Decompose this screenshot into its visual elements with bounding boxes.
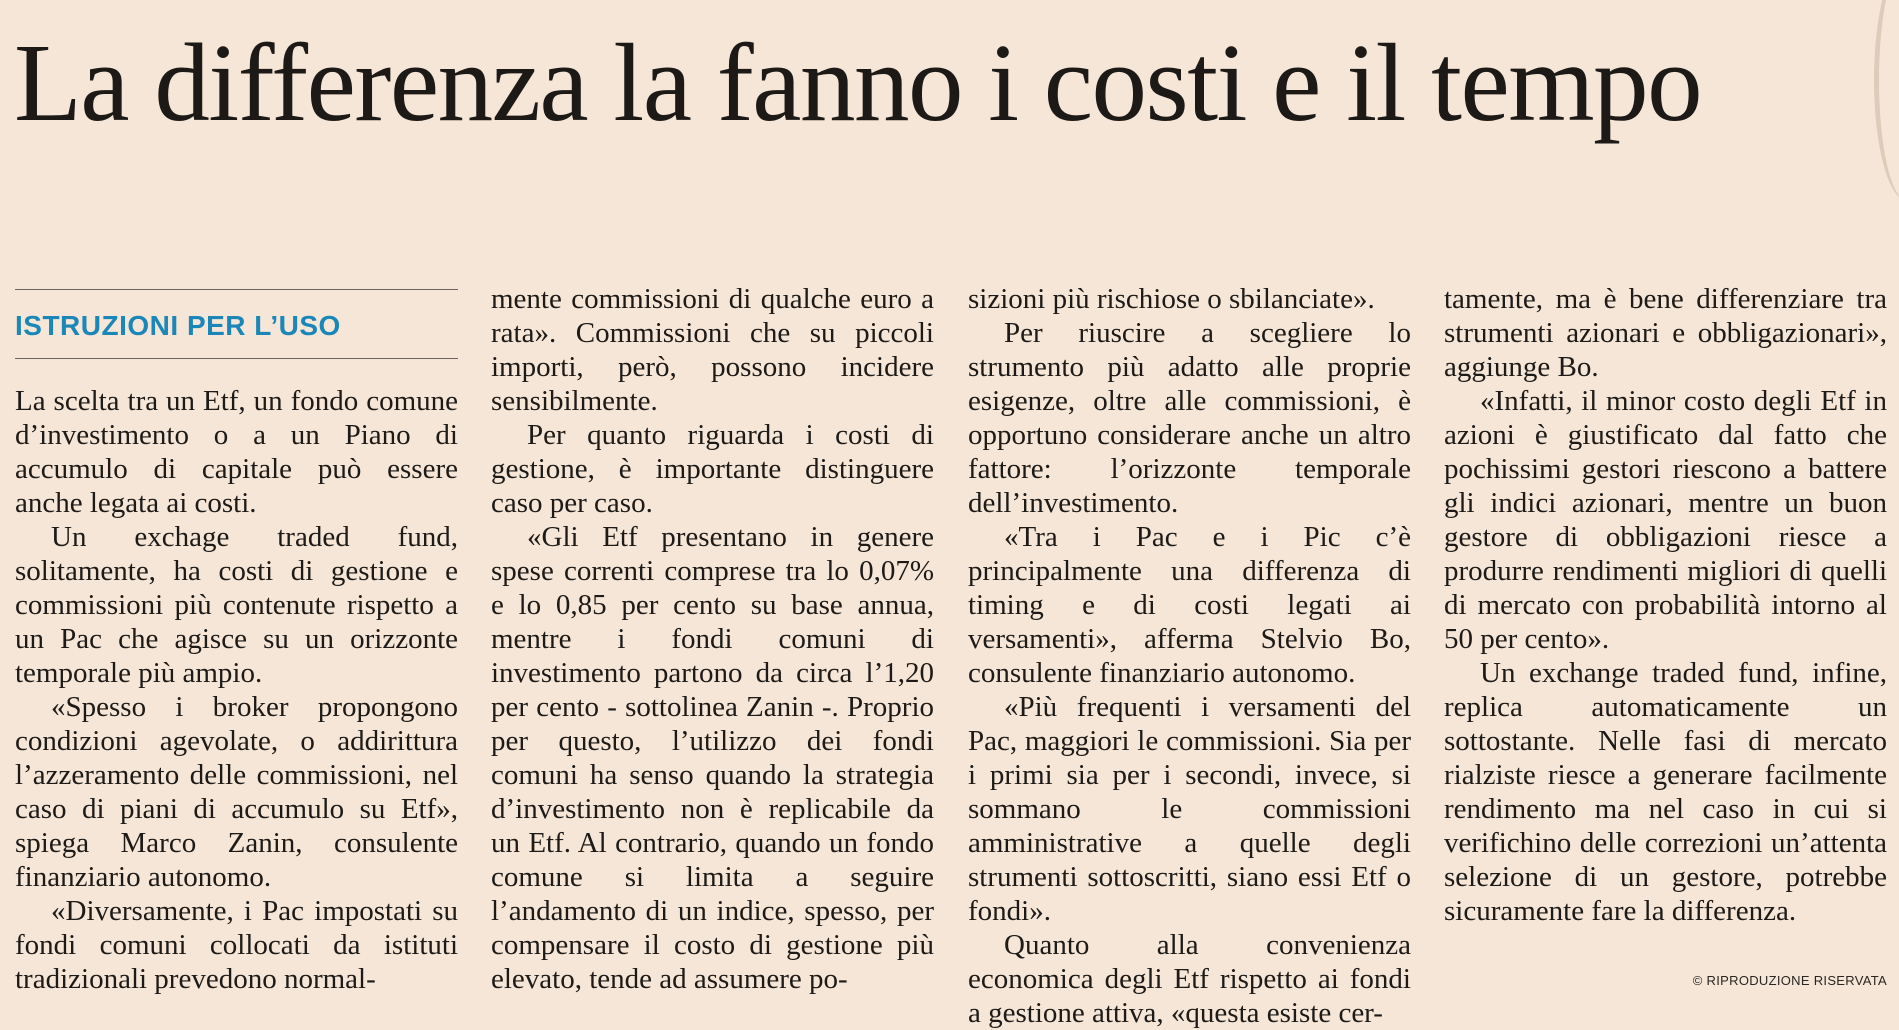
paragraph: Un exchage traded fund, solitamente, ha costi di gestione e commissioni più contenute rispetto a un Pac che agisce su un orizzonte temporale più ampio.	[15, 521, 458, 689]
article-headline: La differenza la fanno i costi e il tempo	[14, 22, 1702, 145]
paragraph: «Più frequenti i versamenti del Pac, maggiori le commissioni. Sia per i primi sia per i secondi, invece, si sommano le commissioni amministrative a quelle degli strumenti sottoscritti, siano essi Etf o fondi».	[968, 691, 1411, 927]
article-column-3	[968, 282, 1411, 1030]
section-header-box	[15, 289, 458, 359]
article-column-2	[491, 282, 934, 996]
paragraph: «Diversamente, i Pac impostati su fondi comuni collocati da istituti tradizionali prevedono normal-	[15, 895, 458, 995]
paragraph: «Infatti, il minor costo degli Etf in azioni è giustificato dal fatto che pochissimi gestori riescono a battere gli indici azionari, mentre un buon gestore di obbligazioni riesce a produrre rendimenti migliori di quelli di mercato con probabilità intorno al 50 per cento».	[1444, 385, 1887, 655]
copyright-notice: © RIPRODUZIONE RISERVATA	[1692, 973, 1887, 988]
paragraph: sizioni più rischiose o sbilanciate».	[968, 283, 1375, 315]
paragraph: Quanto alla convenienza economica degli Etf rispetto ai fondi a gestione attiva, «questa esiste cer-	[968, 929, 1411, 1029]
paragraph: Per riuscire a scegliere lo strumento più adatto alle proprie esigenze, oltre alle commissioni, è opportuno considerare anche un altro fattore: l’orizzonte temporale dell’investimento.	[968, 317, 1411, 519]
article-column-1	[15, 384, 458, 996]
page-edge-decoration	[1874, 0, 1899, 200]
paragraph: La scelta tra un Etf, un fondo comune d’investimento o a un Piano di accumulo di capitale può essere anche legata ai costi.	[15, 385, 458, 519]
paragraph: Per quanto riguarda i costi di gestione, è importante distinguere caso per caso.	[491, 419, 934, 519]
paragraph: «Gli Etf presentano in genere spese correnti comprese tra lo 0,07% e lo 0,85 per cento su base annua, mentre i fondi comuni di investimento partono da circa l’1,20 per cento - sottolinea Zanin -. Proprio per questo, l’utilizzo dei fondi comuni ha senso quando la strategia d’investimento non è replicabile da un Etf. Al contrario, quando un fondo comune si limita a seguire l’andamento di un indice, spesso, per compensare il costo di gestione più elevato, tende ad assumere po-	[491, 521, 934, 995]
paragraph: mente commissioni di qualche euro a rata». Commissioni che su piccoli importi, però, possono incidere sensibilmente.	[491, 283, 934, 417]
paragraph: tamente, ma è bene differenziare tra strumenti azionari e obbligazionari», aggiunge Bo.	[1444, 283, 1887, 383]
article-column-4	[1444, 282, 1887, 928]
paragraph: «Spesso i broker propongono condizioni agevolate, o addirittura l’azzeramento delle commissioni, nel caso di piani di accumulo su Etf», spiega Marco Zanin, consulente finanziario autonomo.	[15, 691, 458, 893]
paragraph: Un exchange traded fund, infine, replica automaticamente un sottostante. Nelle fasi di mercato rialziste riesce a generare facilmente rendimento ma nel caso in cui si verifichino delle correzioni un’attenta selezione di un gestore, potrebbe sicuramente fare la differenza.	[1444, 657, 1887, 927]
paragraph: «Tra i Pac e i Pic c’è principalmente una differenza di timing e di costi legati ai versamenti», afferma Stelvio Bo, consulente finanziario autonomo.	[968, 521, 1411, 689]
section-label: ISTRUZIONI PER L’USO	[15, 310, 341, 341]
